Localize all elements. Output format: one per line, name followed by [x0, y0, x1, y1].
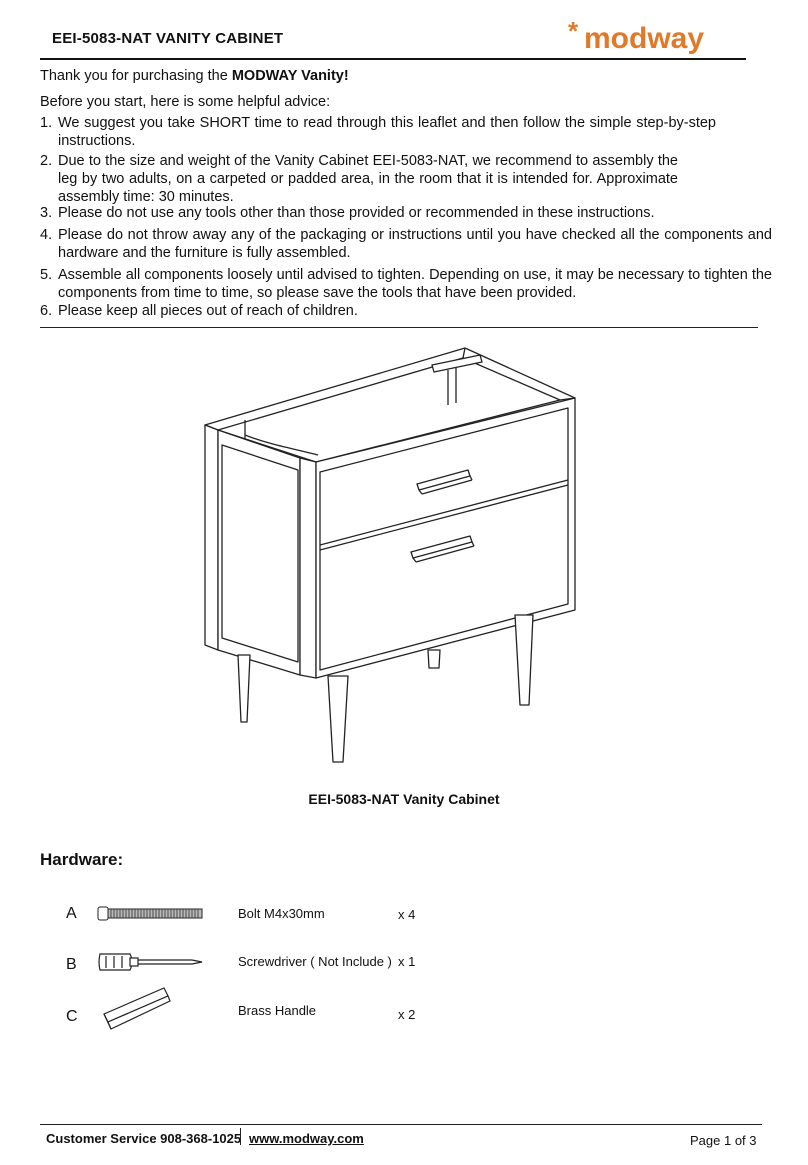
advice-item: 2. Due to the size and weight of the Vanity Cabinet EEI-5083-NAT, we recommend to assembly the leg by two adults, on a carpeted or padded area, in the room that it is intended for. Approximate assembly time: 30 minutes. — [40, 153, 678, 205]
vanity-cabinet-illustration — [190, 340, 590, 770]
thanks-line: Thank you for purchasing the MODWAY Vanity! — [40, 68, 349, 84]
advice-item: 4. Please do not throw away any of the packaging or instructions until you have checked all the components and hardware and the furniture is fully assembled. — [40, 227, 772, 261]
customer-service: Customer Service 908-368-1025 — [46, 1131, 242, 1146]
illustration-caption: EEI-5083-NAT Vanity Cabinet — [308, 791, 500, 807]
advice-heading: Before you start, here is some helpful advice: — [40, 94, 331, 110]
footer-rule — [40, 1124, 762, 1125]
hardware-letter: A — [66, 905, 77, 922]
website-link[interactable]: www.modway.com — [249, 1131, 364, 1146]
hardware-letter: C — [66, 1008, 78, 1025]
advice-item: 6. Please keep all pieces out of reach of children. — [40, 303, 358, 319]
header-rule — [40, 58, 746, 60]
hardware-name: Brass Handle — [238, 1003, 317, 1018]
modway-logo — [568, 14, 728, 58]
logo-mark: * — [568, 16, 579, 46]
advice-item: 5. Assemble all components loosely until advised to tighten. Depending on use, it may be necessary to tighten the components from time to time, so please save the tools that have been provided. — [40, 267, 772, 301]
hardware-qty: x 1 — [398, 954, 416, 969]
advice-item: 3. Please do not use any tools other than those provided or recommended in these instructions. — [40, 205, 655, 221]
advice-item: 1. We suggest you take SHORT time to read through this leaflet and then follow the simple step-by-step instructions. — [40, 115, 716, 149]
bolt-icon — [96, 903, 206, 925]
section-rule — [40, 327, 758, 328]
page-number: Page 1 of 3 — [690, 1133, 757, 1148]
hardware-qty: x 2 — [398, 1007, 416, 1022]
brass-handle-icon — [96, 984, 176, 1034]
document-title: EEI-5083-NAT VANITY CABINET — [52, 30, 284, 47]
advice-list — [40, 114, 772, 324]
hardware-qty: x 4 — [398, 907, 416, 922]
logo-text: modway — [584, 22, 705, 55]
hardware-title: Hardware: — [40, 850, 124, 869]
hardware-letter: B — [66, 956, 77, 973]
footer-separator — [240, 1128, 241, 1145]
screwdriver-icon — [96, 949, 208, 975]
hardware-name: Screwdriver ( Not Include ) — [238, 954, 392, 969]
hardware-name: Bolt M4x30mm — [238, 906, 325, 921]
